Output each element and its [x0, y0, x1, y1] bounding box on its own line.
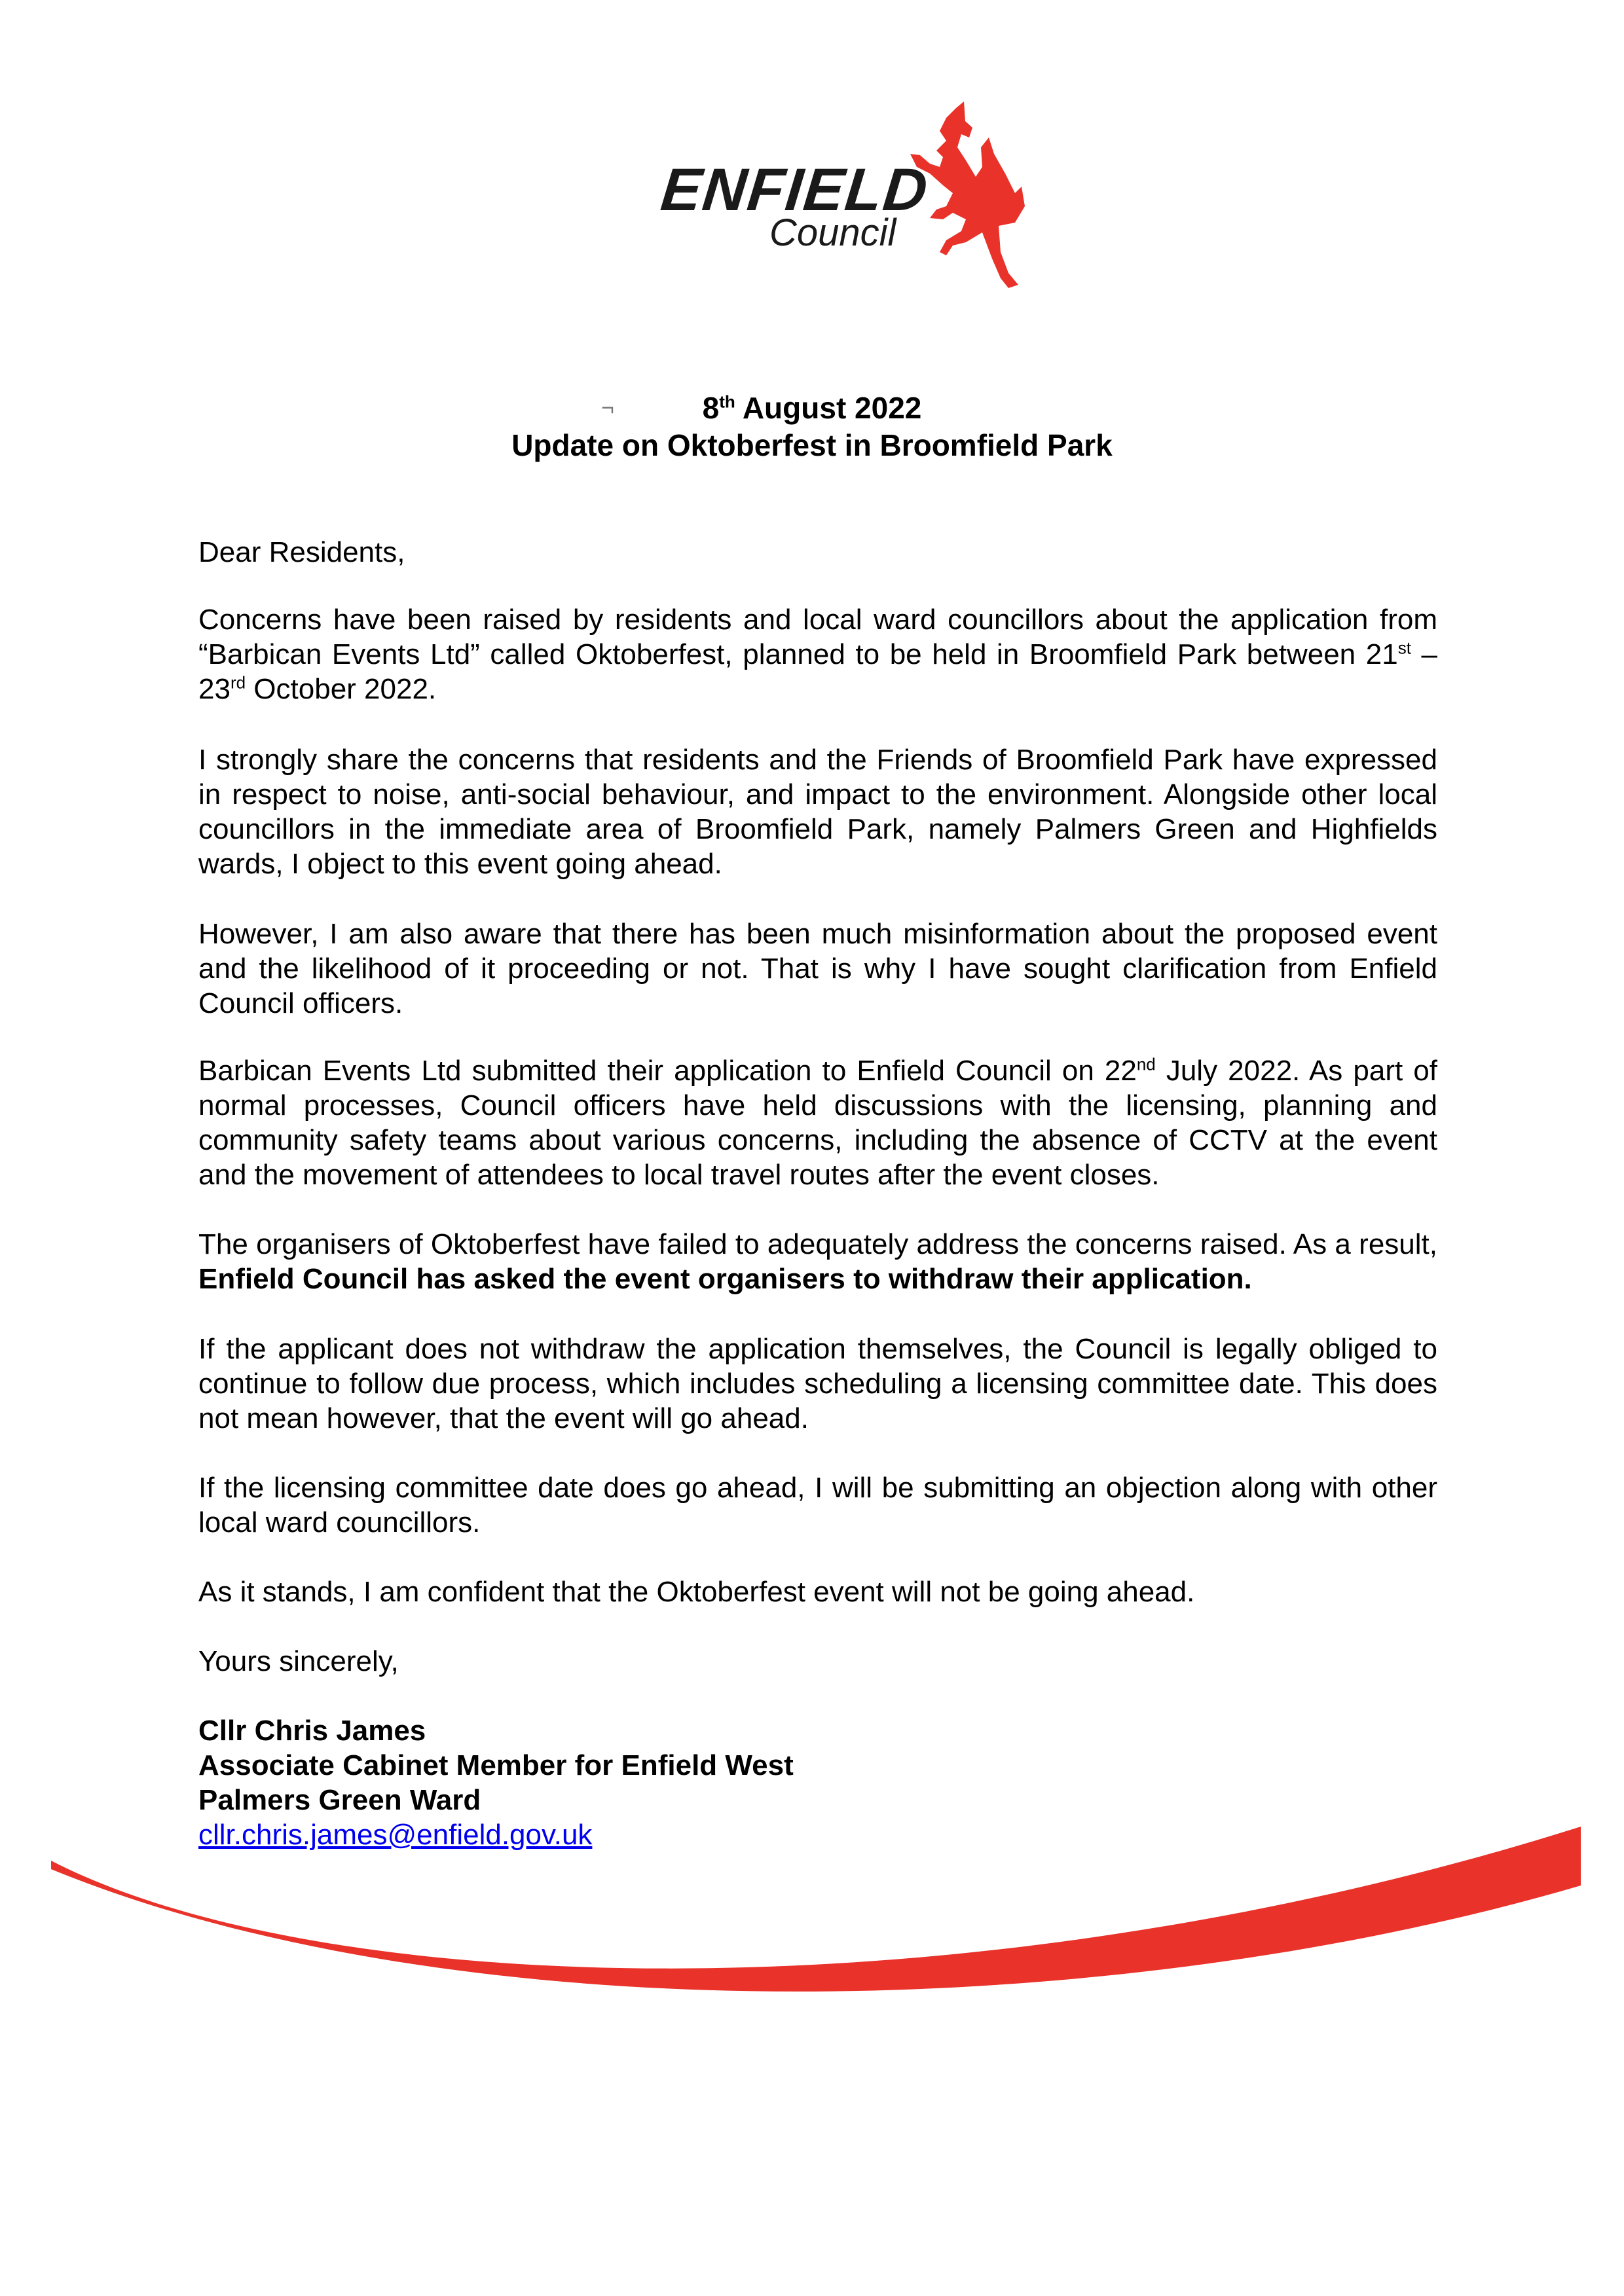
- p1-text: October 2022.: [246, 673, 437, 705]
- logo-subtitle: Council: [769, 211, 896, 254]
- p4-text: Barbican Events Ltd submitted their application to Enfield Council on 22: [198, 1055, 1137, 1087]
- dragon-emblem-icon: [884, 101, 1048, 291]
- date-month-year: August 2022: [735, 391, 922, 425]
- signature-name: Cllr Chris James: [198, 1715, 426, 1747]
- email-link[interactable]: cllr.chris.james@enfield.gov.uk: [198, 1819, 593, 1851]
- paragraph-1: [198, 602, 1437, 706]
- paragraph-2: I strongly share the concerns that residents and the Friends of Broomfield Park have expressed in respect to noise, anti-social behaviour, and impact to the environment. Alongside other local councillors in the immediate area of Broomfield Park, namely Palmers Green and Highfields wards, I object to this event going ahead.: [198, 744, 1437, 880]
- paragraph-8: As it stands, I am confident that the Oktoberfest event will not be going ahead.: [198, 1576, 1195, 1608]
- corner-mark: ¬: [601, 395, 614, 420]
- date-suffix: th: [719, 392, 735, 412]
- date-day: 8: [702, 391, 720, 425]
- p5-text: The organisers of Oktoberfest have failed to adequately address the concerns raised. As a result,: [198, 1228, 1437, 1260]
- paragraph-6: If the applicant does not withdraw the application themselves, the Council is legally obliged to continue to follow due process, which includes scheduling a licensing committee date. This does not mean however, that the event will go ahead.: [198, 1333, 1437, 1434]
- p4-text: July 2022. As part of normal processes, Council officers have held discussions with the licensing, planning and community safety teams about various concerns, including the absence of CCTV at the event and the movement of attendees to local travel routes after the event closes.: [198, 1055, 1437, 1191]
- logo-wordmark: ENFIELD: [657, 156, 932, 223]
- salutation: Dear Residents,: [198, 536, 405, 568]
- letter-title: Update on Oktoberfest in Broomfield Park: [511, 428, 1113, 462]
- closing: Yours sincerely,: [198, 1645, 399, 1677]
- paragraph-7: If the licensing committee date does go ahead, I will be submitting an objection along with other local ward councillors.: [198, 1472, 1437, 1539]
- p5-bold-text: Enfield Council has asked the event organisers to withdraw their application.: [198, 1263, 1252, 1295]
- p1-text: Concerns have been raised by residents and local ward councillors about the application from “Barbican Events Ltd” called Oktoberfest, planned to be held in Broomfield Park between 21: [198, 604, 1437, 670]
- p1-text: – 23: [198, 638, 1437, 705]
- red-swoosh-decoration: [0, 1807, 1624, 2043]
- p4-sup: nd: [1136, 1054, 1156, 1074]
- paragraph-5: [198, 1227, 1437, 1296]
- p1-sup: rd: [230, 672, 246, 693]
- paragraph-3: However, I am also aware that there has been much misinformation about the proposed event and the likelihood of it proceeding or not. That is why I have sought clarification from Enfield Council officers.: [198, 918, 1437, 1019]
- p1-sup: st: [1397, 638, 1411, 658]
- signature-role: Associate Cabinet Member for Enfield West: [198, 1749, 794, 1781]
- letter-date: [0, 390, 1624, 426]
- paragraph-4: [198, 1053, 1437, 1192]
- signature-ward: Palmers Green Ward: [198, 1784, 481, 1816]
